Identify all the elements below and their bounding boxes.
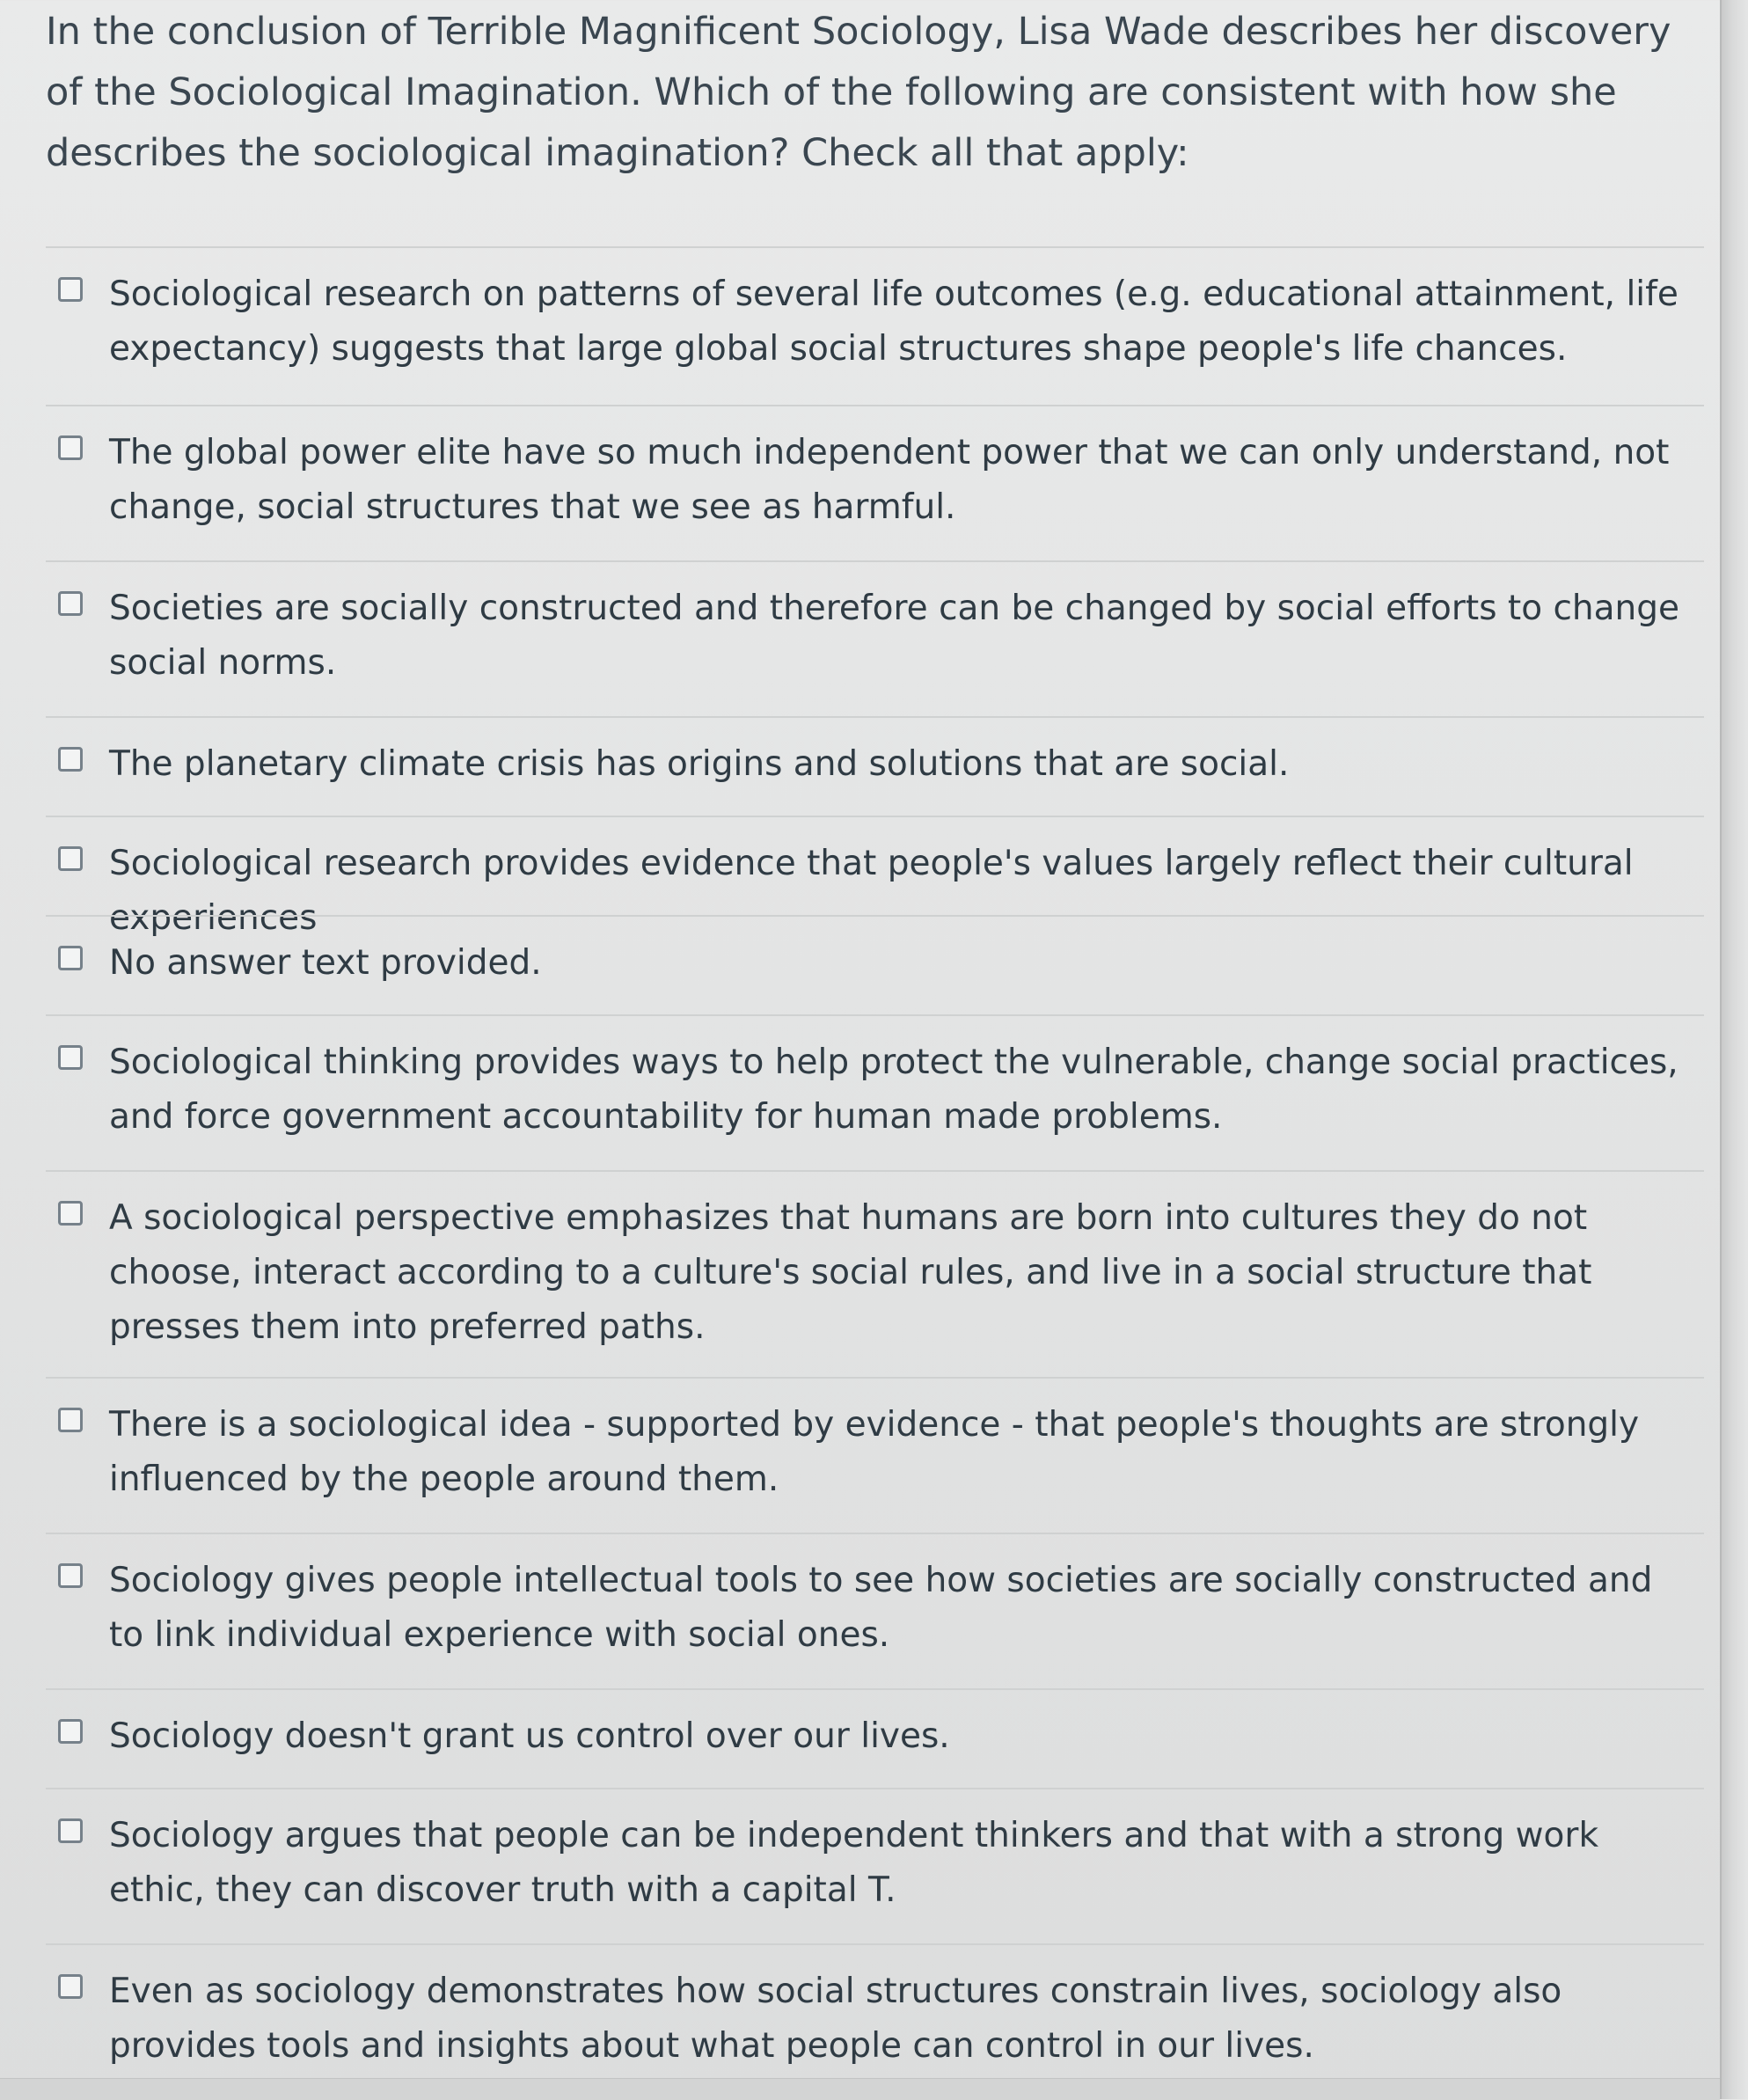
answer-label[interactable]: Sociology doesn't grant us control over our lives. — [109, 1716, 950, 1756]
answer-label[interactable]: Societies are socially constructed and therefore can be changed by social efforts to change social norms. — [109, 589, 1680, 683]
answer-label[interactable]: Sociological thinking provides ways to help protect the vulnerable, change social practices, and force government accountability for human made problems. — [109, 1043, 1679, 1137]
answer-checkbox[interactable] — [58, 435, 83, 460]
page-right-edge — [1720, 0, 1748, 2099]
answer-option-10[interactable] — [46, 1533, 1704, 1688]
answer-checkbox[interactable] — [58, 846, 83, 871]
answer-label[interactable]: Sociology gives people intellectual tools to see how societies are socially constructed and to link individual experience with social ones. — [109, 1561, 1653, 1655]
answer-option-11[interactable] — [46, 1688, 1704, 1788]
answer-checkbox[interactable] — [58, 591, 83, 616]
answer-option-2[interactable] — [46, 405, 1704, 560]
answer-checkbox[interactable] — [58, 1045, 83, 1070]
answer-checkbox[interactable] — [58, 946, 83, 970]
answer-option-7[interactable] — [46, 1014, 1704, 1170]
answer-option-12[interactable] — [46, 1788, 1704, 1943]
answer-checkbox[interactable] — [58, 1719, 83, 1744]
answer-option-13[interactable] — [46, 1943, 1704, 2074]
answer-checkbox[interactable] — [58, 277, 83, 302]
answer-label[interactable]: A sociological perspective emphasizes that humans are born into cultures they do not choose, interact according to a culture's social rules, and live in a social structure that presses them into preferred paths. — [109, 1198, 1592, 1347]
answer-label[interactable]: Sociological research on patterns of several life outcomes (e.g. educational attainment, life expectancy) suggests that large global social structures shape people's life chances. — [109, 274, 1679, 369]
answer-label[interactable]: Even as sociology demonstrates how social structures constrain lives, sociology also provides tools and insights about what people can control in our lives. — [109, 1972, 1562, 2066]
page-bottom-edge — [0, 2078, 1720, 2100]
answer-label[interactable]: There is a sociological idea - supported by evidence - that people's thoughts are strongly influenced by the people around them. — [109, 1405, 1640, 1499]
answer-checkbox[interactable] — [58, 1818, 83, 1843]
answer-option-3[interactable] — [46, 560, 1704, 716]
answer-label[interactable]: The planetary climate crisis has origins and solutions that are social. — [109, 744, 1290, 784]
question-text: In the conclusion of Terrible Magnificent Sociology, Lisa Wade describes her discovery of the Sociological Imagination. Which of the following are consistent with how she describes the sociological imagination? Check all that apply: — [46, 10, 1671, 175]
answer-label[interactable]: Sociological research provides evidence that people's values largely reflect their cultural experiences — [109, 844, 1634, 938]
answer-label[interactable]: The global power elite have so much independent power that we can only understand, not change, social structures that we see as harmful. — [109, 433, 1670, 527]
answer-checkbox[interactable] — [58, 1974, 83, 1999]
answer-checkbox[interactable] — [58, 1563, 83, 1588]
answer-option-4[interactable] — [46, 716, 1704, 816]
answer-label[interactable]: Sociology argues that people can be independent thinkers and that with a strong work ethic, they can discover truth with a capital T. — [109, 1816, 1599, 1910]
answer-checkbox[interactable] — [58, 1201, 83, 1226]
answer-option-6[interactable] — [46, 915, 1704, 1014]
answers-list — [46, 246, 1704, 2074]
answer-option-8[interactable] — [46, 1170, 1704, 1377]
answer-checkbox[interactable] — [58, 1408, 83, 1432]
answer-option-9[interactable] — [46, 1377, 1704, 1533]
answer-label[interactable]: No answer text provided. — [109, 943, 542, 983]
answer-option-1[interactable] — [46, 246, 1704, 405]
answer-checkbox[interactable] — [58, 747, 83, 772]
answer-option-5[interactable] — [46, 816, 1704, 938]
